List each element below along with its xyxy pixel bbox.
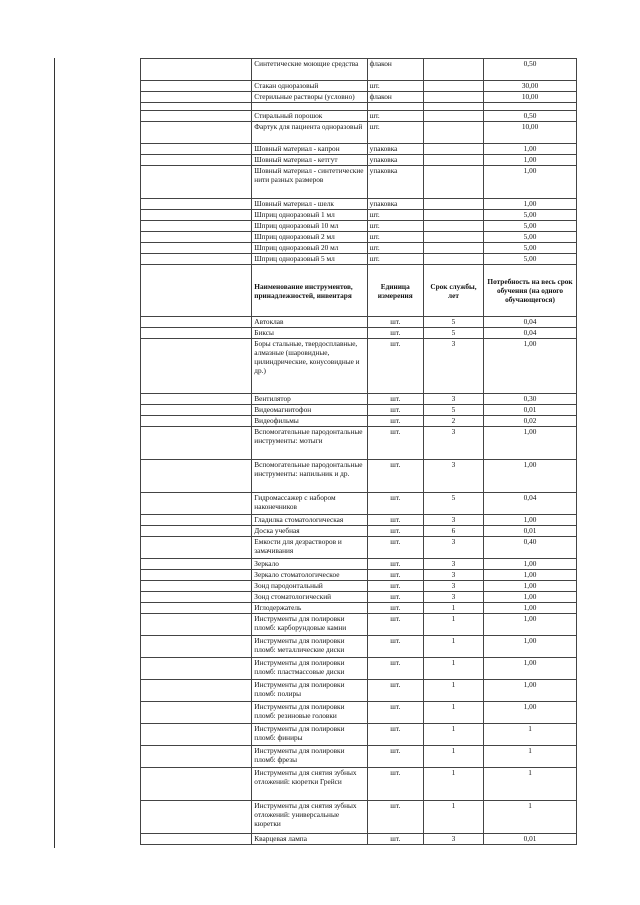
item-unit: шт. [367,221,423,232]
item-name: Фартук для пациента одноразовый [252,122,367,144]
table-row [141,254,577,265]
table-row [141,405,577,416]
table-row [141,559,577,570]
blank-cell [141,592,252,603]
blank-cell [141,59,252,81]
item-name: Вентилятор [252,394,367,405]
item-unit: шт. [367,243,423,254]
item-name: Инструменты для полировки пломб: карборундовые камни [252,614,367,636]
table-row [141,680,577,702]
item-unit: шт. [367,111,423,122]
blank-cell [141,493,252,515]
item-service-life: 1 [423,746,483,768]
consumables-table-body [141,59,577,265]
item-qty: 10,00 [484,122,577,144]
table-row [141,328,577,339]
item-need: 1,00 [484,603,577,614]
blank-cell [141,559,252,570]
item-name: Инструменты для снятия зубных отложений: универсальные кюретки [252,801,367,834]
table-row [141,581,577,592]
header-need: Потребность на весь срок обучения (на одного обучающегося) [484,265,577,317]
item-name: Шприц одноразовый 1 мл [252,210,367,221]
item-name: Шприц одноразовый 10 мл [252,221,367,232]
item-service-life: 3 [423,460,483,493]
item-unit: шт. [367,254,423,265]
blank-cell [423,243,483,254]
item-name: Доска учебная [252,526,367,537]
item-qty: 1,00 [484,199,577,210]
item-name: Емкости для дезрастворов и замачивания [252,537,367,559]
item-need: 1,00 [484,339,577,394]
item-service-life: 2 [423,416,483,427]
item-need: 0,01 [484,405,577,416]
item-unit: шт. [367,658,423,680]
item-need: 0,30 [484,394,577,405]
item-service-life: 3 [423,394,483,405]
table-row [141,394,577,405]
item-service-life: 1 [423,724,483,746]
blank-cell [141,636,252,658]
item-unit: флакон [367,92,423,103]
item-service-life: 1 [423,768,483,801]
item-unit: шт. [367,317,423,328]
item-service-life: 5 [423,405,483,416]
equipment-table [140,58,577,845]
table-row [141,166,577,199]
item-name: Шовный материал - капрон [252,144,367,155]
table-row [141,317,577,328]
item-name: Инструменты для полировки пломб: металлические диски [252,636,367,658]
item-unit: упаковка [367,155,423,166]
blank-cell [141,144,252,155]
item-unit: упаковка [367,144,423,155]
left-margin-rule [54,58,55,848]
item-need: 1,00 [484,636,577,658]
table-row [141,834,577,845]
item-unit: шт. [367,405,423,416]
blank-cell [423,166,483,199]
table-row [141,232,577,243]
item-unit: шт. [367,636,423,658]
item-name: Шовный материал - кетгут [252,155,367,166]
blank-cell [141,515,252,526]
item-unit: шт. [367,328,423,339]
blank-cell [423,92,483,103]
item-name: Стакан одноразовый [252,81,367,92]
table-row [141,243,577,254]
blank-cell [423,232,483,243]
item-name: Кварцевая лампа [252,834,367,845]
blank-cell [141,243,252,254]
item-need: 1,00 [484,427,577,460]
item-unit: шт. [367,537,423,559]
table-row [141,81,577,92]
item-unit: флакон [367,59,423,81]
item-qty: 0,50 [484,111,577,122]
item-need: 0,01 [484,526,577,537]
blank-cell [141,526,252,537]
item-need: 0,01 [484,834,577,845]
item-unit: шт. [367,680,423,702]
header-unit: Единица измерения [367,265,423,317]
item-unit: упаковка [367,199,423,210]
blank-cell [141,221,252,232]
item-name: Инструменты для полировки пломб: пластмассовые диски [252,658,367,680]
item-unit: шт. [367,702,423,724]
blank-cell [141,768,252,801]
blank-cell [423,59,483,81]
item-name: Стерильные растворы (условно) [252,92,367,103]
table-row [141,339,577,394]
item-unit: шт. [367,559,423,570]
blank-cell [423,221,483,232]
blank-cell [423,155,483,166]
item-service-life: 3 [423,570,483,581]
table-row [141,427,577,460]
item-service-life: 5 [423,328,483,339]
blank-cell [141,614,252,636]
table-row [141,746,577,768]
table-row [141,144,577,155]
blank-cell [141,111,252,122]
blank-cell [141,166,252,199]
blank-cell [141,155,252,166]
blank-cell [423,199,483,210]
item-service-life: 5 [423,317,483,328]
item-name: Видеофильмы [252,416,367,427]
item-service-life: 3 [423,592,483,603]
item-unit: шт. [367,427,423,460]
item-need: 1,00 [484,515,577,526]
item-qty: 5,00 [484,232,577,243]
table-row [141,416,577,427]
item-need: 1,00 [484,592,577,603]
item-qty: 1,00 [484,166,577,199]
item-name: Синтетические моющие средства [252,59,367,81]
item-unit: шт. [367,768,423,801]
item-service-life: 1 [423,680,483,702]
blank-cell [141,339,252,394]
item-service-life: 1 [423,702,483,724]
item-service-life: 6 [423,526,483,537]
blank-cell [141,199,252,210]
table-row [141,592,577,603]
item-service-life: 1 [423,603,483,614]
table-row [141,122,577,144]
item-need: 1 [484,746,577,768]
item-unit: шт. [367,603,423,614]
item-service-life: 3 [423,581,483,592]
blank-cell [423,254,483,265]
item-qty: 1,00 [484,144,577,155]
item-unit: шт. [367,394,423,405]
table-row [141,59,577,81]
item-need: 1 [484,768,577,801]
item-name: Гладилка стоматологическая [252,515,367,526]
blank-cell [141,317,252,328]
item-service-life: 3 [423,559,483,570]
blank-cell [141,460,252,493]
item-qty: 5,00 [484,221,577,232]
item-unit: шт. [367,834,423,845]
item-name: Шприц одноразовый 20 мл [252,243,367,254]
item-need: 1,00 [484,559,577,570]
blank-cell [423,81,483,92]
item-name: Инструменты для снятия зубных отложений: кюретки Грейси [252,768,367,801]
table-row [141,111,577,122]
item-name: Зонд пародонтальный [252,581,367,592]
table-row [141,603,577,614]
item-service-life: 3 [423,339,483,394]
blank-cell [423,144,483,155]
item-name: Стиральный порошок [252,111,367,122]
instruments-table-body [141,317,577,845]
item-need: 1,00 [484,570,577,581]
item-service-life: 3 [423,834,483,845]
item-need: 1 [484,801,577,834]
blank-cell [141,394,252,405]
item-name: Автоклав [252,317,367,328]
item-name: Инструменты для полировки пломб: финиры [252,724,367,746]
item-need: 1,00 [484,581,577,592]
blank-cell [141,103,252,111]
blank-cell [423,210,483,221]
item-name: Шовный материал - синтетические нити разных размеров [252,166,367,199]
blank-cell [141,328,252,339]
blank-cell [141,724,252,746]
item-service-life: 1 [423,636,483,658]
blank-cell [141,427,252,460]
item-name: Шприц одноразовый 2 мл [252,232,367,243]
item-unit: шт. [367,232,423,243]
item-unit: упаковка [367,166,423,199]
item-service-life: 5 [423,493,483,515]
blank-cell [141,210,252,221]
blank-cell [141,801,252,834]
table-row [141,801,577,834]
item-service-life: 1 [423,614,483,636]
item-name: Зеркало [252,559,367,570]
item-unit: шт. [367,581,423,592]
item-service-life: 1 [423,658,483,680]
table-row [141,199,577,210]
blank-cell [423,103,483,111]
blank-cell [141,416,252,427]
item-need: 0,02 [484,416,577,427]
blank-cell [141,92,252,103]
blank-cell [423,111,483,122]
item-unit: шт. [367,460,423,493]
item-unit: шт. [367,570,423,581]
item-need: 0,04 [484,328,577,339]
blank-cell [141,537,252,559]
item-name: Иглодержатель [252,603,367,614]
table-row [141,614,577,636]
table-row [141,570,577,581]
blank-cell [141,122,252,144]
item-need: 1,00 [484,460,577,493]
table-row [141,103,577,111]
table-row [141,515,577,526]
instruments-header-row [141,265,577,317]
table-row [141,493,577,515]
table-row [141,526,577,537]
item-need: 1,00 [484,614,577,636]
blank-cell [423,122,483,144]
table-row [141,155,577,166]
blank-cell [141,581,252,592]
item-name: Шовный материал - шелк [252,199,367,210]
header-name: Наименование инструментов, принадлежностей, инвентаря [252,265,367,317]
table-row [141,460,577,493]
header-life: Срок службы, лет [423,265,483,317]
blank-cell [141,405,252,416]
item-unit: шт. [367,493,423,515]
item-unit: шт. [367,526,423,537]
blank-cell [141,570,252,581]
table-row [141,658,577,680]
item-unit: шт. [367,210,423,221]
item-unit: шт. [367,81,423,92]
item-need: 1,00 [484,658,577,680]
table-row [141,768,577,801]
item-name: Гидромассажер с набором наконечников [252,493,367,515]
item-unit: шт. [367,614,423,636]
item-need: 1,00 [484,680,577,702]
item-qty: 1,00 [484,155,577,166]
table-row [141,724,577,746]
item-qty: 30,00 [484,81,577,92]
item-qty: 5,00 [484,210,577,221]
item-unit: шт. [367,724,423,746]
blank-cell [141,265,252,317]
blank-cell [141,81,252,92]
item-unit: шт. [367,592,423,603]
item-qty: 5,00 [484,254,577,265]
item-unit: шт. [367,801,423,834]
item-name: Видеомагнитофон [252,405,367,416]
item-service-life: 3 [423,427,483,460]
table-row [141,210,577,221]
instruments-table-header [141,265,577,317]
item-name: Зонд стоматологический [252,592,367,603]
item-name: Шприц одноразовый 5 мл [252,254,367,265]
item-name: Инструменты для полировки пломб: фрезы [252,746,367,768]
table-row [141,636,577,658]
blank-cell [141,834,252,845]
item-service-life: 1 [423,801,483,834]
item-unit: шт. [367,339,423,394]
item-service-life: 3 [423,537,483,559]
item-unit: шт. [367,746,423,768]
blank-cell [141,232,252,243]
item-unit: шт. [367,416,423,427]
item-need: 0,04 [484,493,577,515]
blank-cell [141,746,252,768]
item-need: 0,04 [484,317,577,328]
item-need: 0,40 [484,537,577,559]
blank-cell [141,658,252,680]
item-name: Биксы [252,328,367,339]
item-name: Инструменты для полировки пломб: полиры [252,680,367,702]
table-row [141,92,577,103]
table-row [141,221,577,232]
table-row [141,702,577,724]
blank-cell [141,702,252,724]
item-name [252,103,367,111]
item-qty: 5,00 [484,243,577,254]
item-name: Зеркало стоматологическое [252,570,367,581]
item-need: 1,00 [484,702,577,724]
blank-cell [141,680,252,702]
item-unit: шт. [367,122,423,144]
item-qty: 10,00 [484,92,577,103]
item-qty [484,103,577,111]
blank-cell [141,254,252,265]
blank-cell [141,603,252,614]
table-row [141,537,577,559]
item-service-life: 3 [423,515,483,526]
item-name: Вспомогательные пародонтальные инструменты: мотыги [252,427,367,460]
item-need: 1 [484,724,577,746]
item-qty: 0,50 [484,59,577,81]
item-unit [367,103,423,111]
item-name: Боры стальные, твердосплавные, алмазные (шаровидные, цилиндрические, конусовидные и др.) [252,339,367,394]
item-name: Инструменты для полировки пломб: резиновые головки [252,702,367,724]
item-unit: шт. [367,515,423,526]
item-name: Вспомогательные пародонтальные инструменты: напильник и др. [252,460,367,493]
